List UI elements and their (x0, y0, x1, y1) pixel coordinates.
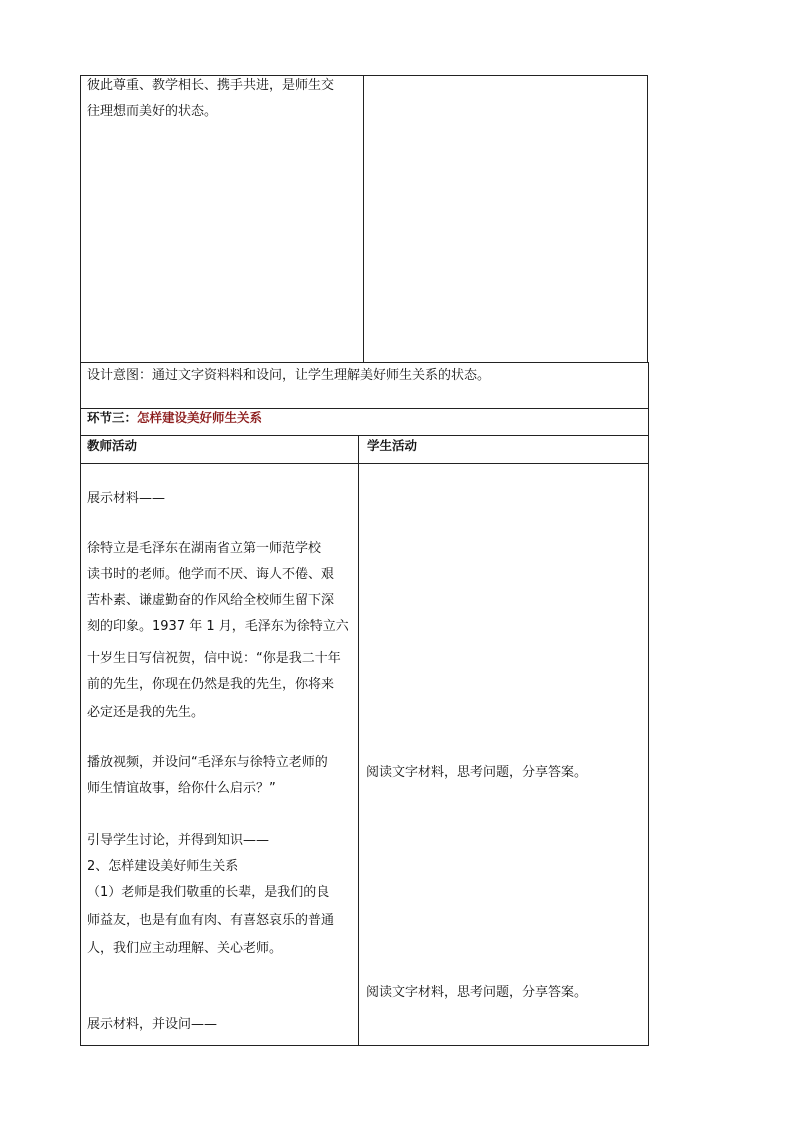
teacher-block-4-line-5: 人，我们应主动理解、关心老师。 (87, 941, 283, 956)
teacher-block-4-line-1: 引导学生讨论，并得到知识—— (87, 833, 270, 848)
section-prefix: 环节三： (87, 410, 138, 425)
body-divider (358, 463, 359, 1046)
top-left-line-1: 彼此尊重、教学相长、携手共进，是师生交 (87, 78, 335, 93)
top-table-divider (363, 75, 364, 363)
section-title: 怎样建设美好师生关系 (137, 410, 263, 425)
student-activity-header: 学生活动 (367, 438, 418, 453)
teacher-block-2-line-1: 徐特立是毛泽东在湖南省立第一师范学校 (87, 541, 322, 556)
teacher-block-4-line-4: 师益友，也是有血有肉、有喜怒哀乐的普通 (87, 913, 335, 928)
teacher-block-3-line-2: 师生情谊故事，给你什么启示？” (87, 781, 276, 796)
teacher-block-2-line-3: 苦朴素、谦虚勤奋的作风给全校师生留下深 (87, 593, 335, 608)
design-intent-text: 设计意图：通过文字资料料和设问，让学生理解美好师生关系的状态。 (87, 368, 491, 383)
student-note-2: 阅读文字材料，思考问题，分享答案。 (366, 985, 588, 1000)
student-note-1: 阅读文字材料，思考问题，分享答案。 (366, 765, 588, 780)
section-heading (87, 406, 262, 430)
teacher-block-1-line-1: 展示材料—— (87, 491, 166, 506)
teacher-activity-header: 教师活动 (87, 438, 138, 453)
teacher-block-2-line-5: 十岁生日写信祝贺，信中说：“你是我二十年 (87, 651, 341, 666)
teacher-block-4-line-2: 2、怎样建设美好师生关系 (87, 859, 239, 874)
teacher-block-2-line-2: 读书时的老师。他学而不厌、诲人不倦、艰 (87, 567, 335, 582)
teacher-block-2-line-7: 必定还是我的先生。 (87, 705, 205, 720)
teacher-block-2-line-6: 前的先生，你现在仍然是我的先生，你将来 (87, 677, 335, 692)
teacher-block-5-line-1: 展示材料，并设问—— (87, 1017, 218, 1032)
teacher-block-3-line-1: 播放视频，并设问“毛泽东与徐特立老师的 (87, 755, 328, 770)
header-divider (358, 435, 359, 464)
activity-header-row (80, 435, 649, 464)
teacher-block-4-line-3: （1）老师是我们敬重的长辈，是我们的良 (87, 885, 330, 900)
teacher-block-2-line-4: 刻的印象。1937 年 1 月，毛泽东为徐特立六 (87, 619, 349, 634)
top-left-line-2: 往理想而美好的状态。 (87, 104, 218, 119)
